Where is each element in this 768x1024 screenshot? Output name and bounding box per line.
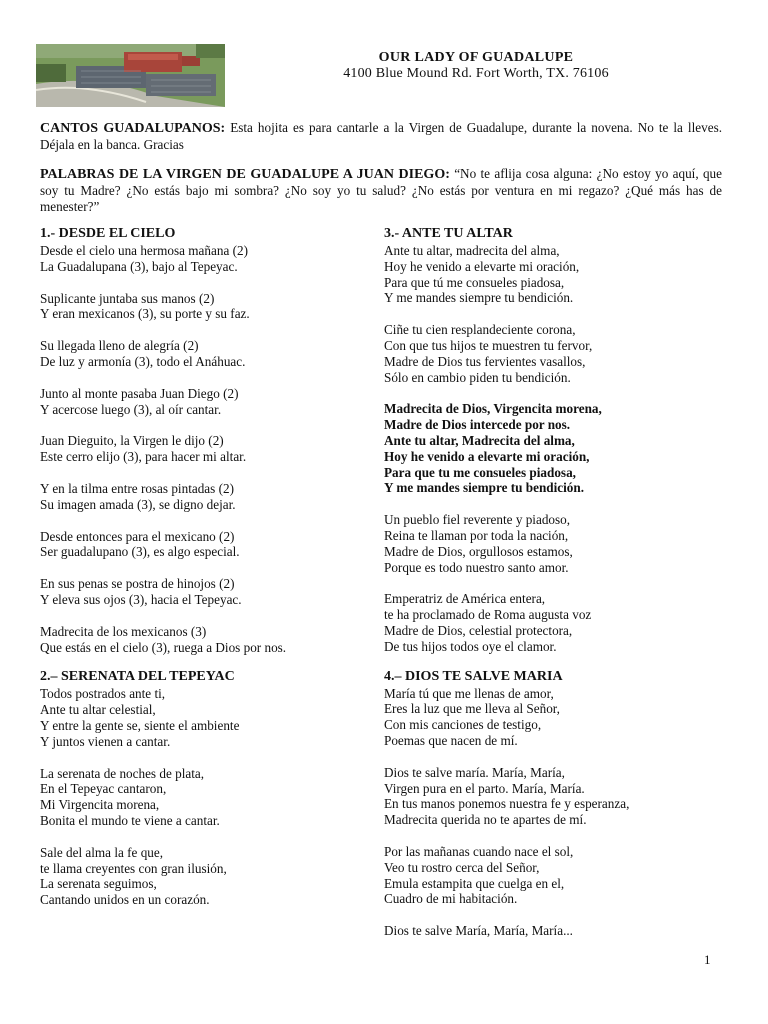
lyric-line: Con mis canciones de testigo,	[384, 717, 542, 733]
stanza	[40, 433, 370, 465]
palabras-text: “No te aflija cosa alguna: ¿No estoy yo aquí, que soy tu Madre? ¿No estás bajo mi sombra? ¿No soy yo tu salud? ¿No estás por ventura en mi regazo? ¿Qué más has de menester?”	[40, 166, 722, 214]
lyric-line: Ante tu altar, Madrecita del alma,	[384, 432, 575, 448]
song-ante-tu-altar	[384, 226, 714, 655]
lyric-line: Madrecita querida no te apartes de mí.	[384, 812, 587, 828]
left-column	[40, 226, 370, 908]
lyric-line: La serenata de noches de plata,	[40, 765, 205, 781]
lyric-line: De tus hijos todos oye el clamor.	[384, 638, 557, 654]
lyric-line: Dios te salve maría. María, María,	[384, 764, 565, 780]
intro-cantos	[40, 120, 722, 153]
stanza	[40, 386, 370, 418]
lyric-line: Que estás en el cielo (3), ruega a Dios por nos.	[40, 639, 287, 655]
stanza	[40, 291, 370, 323]
lyric-line: Poemas que nacen de mí.	[384, 732, 518, 748]
stanza	[384, 765, 714, 828]
lyric-line: Emula estampita que cuelga en el,	[384, 875, 565, 891]
lyric-line: Ser guadalupano (3), es algo especial.	[40, 544, 240, 560]
lyric-line: La serenata seguimos,	[40, 876, 157, 892]
lyric-line: Madre de Dios intercede por nos.	[384, 417, 571, 433]
lyric-line: Ante tu altar, madrecita del alma,	[384, 243, 560, 258]
lyric-line: Para que tu me consueles piadosa,	[384, 464, 576, 480]
stanza	[40, 529, 370, 561]
song-title: 4.– DIOS TE SALVE MARIA	[384, 668, 563, 684]
lyric-line: Y eleva sus ojos (3), hacia el Tepeyac.	[40, 591, 242, 607]
church-name: OUR LADY OF GUADALUPE	[378, 50, 574, 65]
lyric-line: Emperatriz de América entera,	[384, 591, 546, 607]
stanza	[40, 624, 370, 656]
song-title: 1.- DESDE EL CIELO	[40, 226, 176, 241]
lyric-line: Eres la luz que me lleva al Señor,	[384, 701, 560, 717]
song-title: 3.- ANTE TU ALTAR	[384, 226, 513, 241]
lyric-line: Dios te salve María, María, María...	[384, 923, 573, 939]
lyric-line: Hoy he venido a elevarte mi oración,	[384, 258, 580, 274]
lyric-line: Bonita el mundo te viene a cantar.	[40, 812, 220, 828]
song-dios-te-salve-maria	[384, 669, 714, 939]
lyric-line: Cantando unidos en un corazón.	[40, 892, 210, 908]
stanza	[384, 243, 714, 306]
stanza	[384, 844, 714, 907]
lyric-line: Sólo en cambio piden tu bendición.	[384, 369, 571, 385]
lyric-line: En el Tepeyac cantaron,	[40, 781, 167, 797]
lyric-line: Ciñe tu cien resplandeciente corona,	[384, 322, 576, 338]
lyric-line: Y me mandes siempre tu bendición.	[384, 480, 585, 496]
song-desde-el-cielo	[40, 226, 370, 655]
lyric-line: Y me mandes siempre tu bendición.	[384, 290, 574, 306]
lyric-line: Por las mañanas cuando nace el sol,	[384, 843, 574, 859]
stanza	[384, 322, 714, 385]
lyric-line: Veo tu rostro cerca del Señor,	[384, 859, 540, 875]
stanza	[40, 243, 370, 275]
stanza	[40, 845, 370, 908]
church-aerial-photo	[36, 44, 225, 107]
song-serenata-del-tepeyac	[40, 669, 370, 908]
lyric-line: Y juntos vienen a cantar.	[40, 733, 171, 749]
lyric-line: Un pueblo fiel reverente y piadoso,	[384, 512, 571, 528]
lyric-line: Ante tu altar celestial,	[40, 702, 156, 718]
lyric-line: te llama creyentes con gran ilusión,	[40, 860, 227, 876]
lyric-line: Su llegada lleno de alegría (2)	[40, 338, 199, 354]
lyric-line: Madrecita de Dios, Virgencita morena,	[384, 401, 602, 417]
lyric-line: La Guadalupana (3), bajo al Tepeyac.	[40, 258, 238, 274]
stanza	[384, 686, 714, 749]
lyric-line: Y en la tilma entre rosas pintadas (2)	[40, 480, 234, 496]
lyric-line: Porque es todo nuestro santo amor.	[384, 559, 569, 575]
lyric-line: Su imagen amada (3), se digno dejar.	[40, 496, 236, 512]
stanza	[40, 481, 370, 513]
cantos-text: Esta hojita es para cantarle a la Virgen de Guadalupe, durante la novena. No te la lleves. Déjala en la banca. Gracias	[40, 120, 722, 152]
lyric-line: Este cerro elijo (3), para hacer mi altar.	[40, 449, 247, 465]
lyric-line: Reina te llaman por toda la nación,	[384, 527, 569, 543]
lyric-line: Todos postrados ante ti,	[40, 686, 166, 702]
lyric-line: Con que tus hijos te muestren tu fervor,	[384, 337, 593, 353]
lyric-line: Y acercose luego (3), al oír cantar.	[40, 401, 222, 417]
stanza	[384, 512, 714, 575]
song-title: 2.– SERENATA DEL TEPEYAC	[40, 669, 235, 685]
stanza	[40, 686, 370, 749]
lyric-line: Para que tú me consueles piadosa,	[384, 274, 565, 290]
intro-palabras	[40, 166, 722, 215]
lyric-line: Junto al monte pasaba Juan Diego (2)	[40, 385, 239, 401]
lyric-line: Sale del alma la fe que,	[40, 844, 164, 860]
stanza	[384, 591, 714, 654]
lyric-line: te ha proclamado de Roma augusta voz	[384, 607, 592, 623]
lyric-line: Desde el cielo una hermosa mañana (2)	[40, 243, 248, 258]
church-address: 4100 Blue Mound Rd. Fort Worth, TX. 76106	[343, 66, 609, 81]
lyric-line: Suplicante juntaba sus manos (2)	[40, 290, 215, 306]
lyric-line: Mi Virgencita morena,	[40, 797, 160, 813]
stanza	[40, 576, 370, 608]
page-number: 1	[704, 952, 711, 967]
lyric-line: De luz y armonía (3), todo el Anáhuac.	[40, 353, 246, 369]
lyric-line: Y entre la gente se, siente el ambiente	[40, 717, 240, 733]
palabras-label: PALABRAS DE LA VIRGEN DE GUADALUPE A JUAN DIEGO:	[40, 167, 450, 182]
lyric-line: Madre de Dios tus fervientes vasallos,	[384, 353, 586, 369]
stanza	[384, 401, 714, 496]
stanza	[384, 923, 714, 939]
stanza	[40, 766, 370, 829]
lyric-line: Cuadro de mi habitación.	[384, 891, 518, 907]
lyric-line: María tú que me llenas de amor,	[384, 685, 554, 701]
lyric-line: En tus manos ponemos nuestra fe y esperanza,	[384, 796, 630, 812]
lyric-line: Madrecita de los mexicanos (3)	[40, 623, 207, 639]
lyric-line: Desde entonces para el mexicano (2)	[40, 528, 235, 544]
lyric-line: Virgen pura en el parto. María, María.	[384, 780, 585, 796]
lyric-line: En sus penas se postra de hinojos (2)	[40, 576, 235, 592]
right-column	[384, 226, 714, 939]
stanza	[40, 338, 370, 370]
lyric-line: Y eran mexicanos (3), su porte y su faz.	[40, 306, 250, 322]
lyric-line: Madre de Dios, celestial protectora,	[384, 622, 573, 638]
lyric-line: Hoy he venido a elevarte mi oración,	[384, 448, 590, 464]
lyric-line: Madre de Dios, orgullosos estamos,	[384, 543, 573, 559]
lyric-line: Juan Dieguito, la Virgen le dijo (2)	[40, 433, 224, 449]
cantos-label: CANTOS GUADALUPANOS:	[40, 121, 226, 136]
